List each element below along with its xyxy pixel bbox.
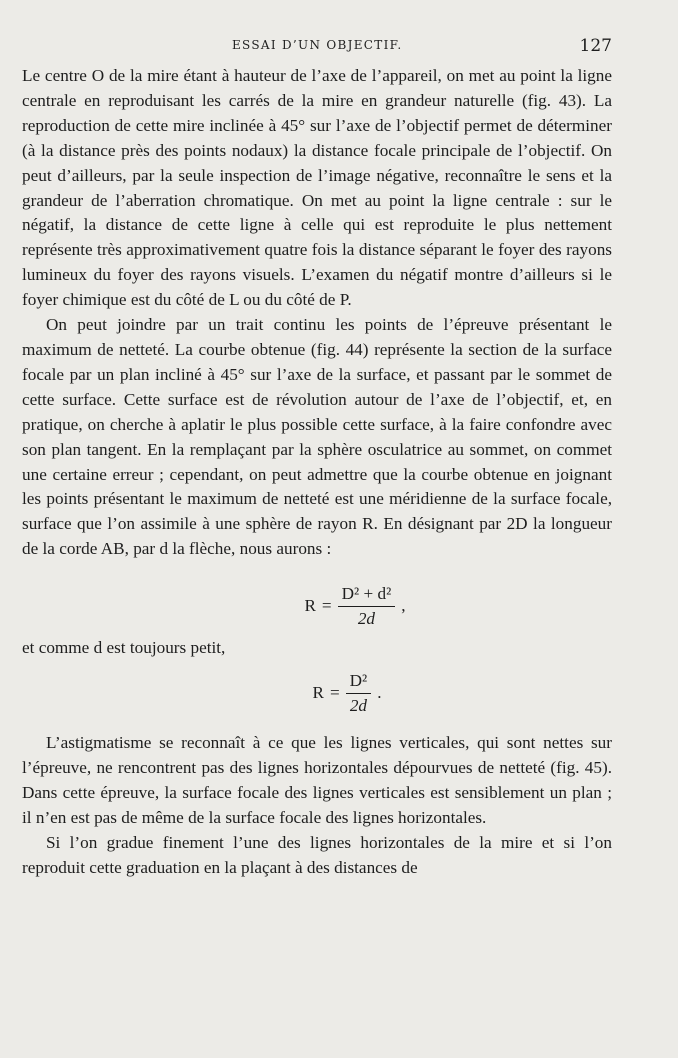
paragraph-graduation: Si l’on gradue finement l’une des lignes horizontales de la mire et si l’on reproduit cette graduation en la plaçant à des distances de: [22, 832, 612, 877]
formula-punctuation: .: [377, 682, 382, 702]
page-number: 127: [579, 36, 612, 56]
formula-radius-exact: [98, 580, 612, 632]
formula-numerator: D²: [346, 670, 372, 694]
paragraph-courbe-focale: On peut joindre par un trait continu les points de l’épreuve présentant le maximum de netteté. La courbe obtenue (fig. 44) représente la section de la surface focale par un plan incliné à 45° sur l’axe de la surface, et passant par le sommet de cette surface. Cette surface est de révolution autour de l’axe de l’objectif, et, en pratique, on cherche à aplatir le plus possible cette surface, à la faire confondre avec son plan tangent. En la remplaçant par la sphère osculatrice au sommet, on commet une certaine erreur ; cependant, on peut admettre que la courbe obtenue en joignant les points présentant le maximum de netteté est une méridienne de la surface focale, surface que l’on assimile à une sphère de rayon R. En désignant par 2D la longueur de la corde AB, par d la flèche, nous aurons :: [22, 315, 612, 559]
formula-radius-approx: [82, 667, 612, 719]
formula-numerator: D² + d²: [338, 583, 396, 607]
paragraph-mire-centre: Le centre O de la mire étant à hauteur de l’axe de l’appareil, on met au point la ligne centrale en reproduisant les carrés de la mire en grandeur naturelle (fig. 43). La reproduction de cette mire inclinée à 45° sur l’axe de l’objectif permet de déterminer (à la distance près des points nodaux) la distance focale principale de l’objectif. On peut d’ailleurs, par la seule inspection de l’image négative, reconnaître le sens et la grandeur de l’aberration chromatique. On met au point la ligne centrale : sur le négatif, la distance de cette ligne à celle qui est reproduite le plus nettement représente très approximativement quatre fois la distance séparant le foyer des rayons lumineux du foyer des rayons visuels. L’examen du négatif montre d’ailleurs si le foyer chimique est du côté de L ou du côté de P.: [22, 66, 612, 310]
paragraph-approximation: et comme d est toujours petit,: [22, 638, 226, 658]
formula-fraction: [338, 583, 396, 630]
formula-lhs: R: [304, 595, 316, 615]
running-title: ESSAI D’UN OBJECTIF.: [232, 38, 403, 52]
formula-denominator: 2d: [349, 695, 368, 715]
body-text: [22, 64, 612, 880]
formula-equals: =: [329, 682, 340, 702]
formula-fraction: [346, 670, 372, 717]
formula-lhs: R: [312, 682, 324, 702]
spacer: [22, 719, 612, 731]
formula-equals: =: [321, 595, 332, 615]
formula-punctuation: ,: [401, 595, 406, 615]
running-head: [22, 36, 612, 60]
formula-denominator: 2d: [357, 608, 376, 628]
paragraph-astigmatisme: L’astigmatisme se reconnaît à ce que les lignes verticales, qui sont nettes sur l’épreuve, ne rencontrent pas des lignes horizontales dépourvues de netteté (fig. 45). Dans cette épreuve, la surface focale des lignes verticales est sensiblement un plan ; il n’en est pas de même de la surface focale des lignes horizontales.: [22, 733, 612, 827]
